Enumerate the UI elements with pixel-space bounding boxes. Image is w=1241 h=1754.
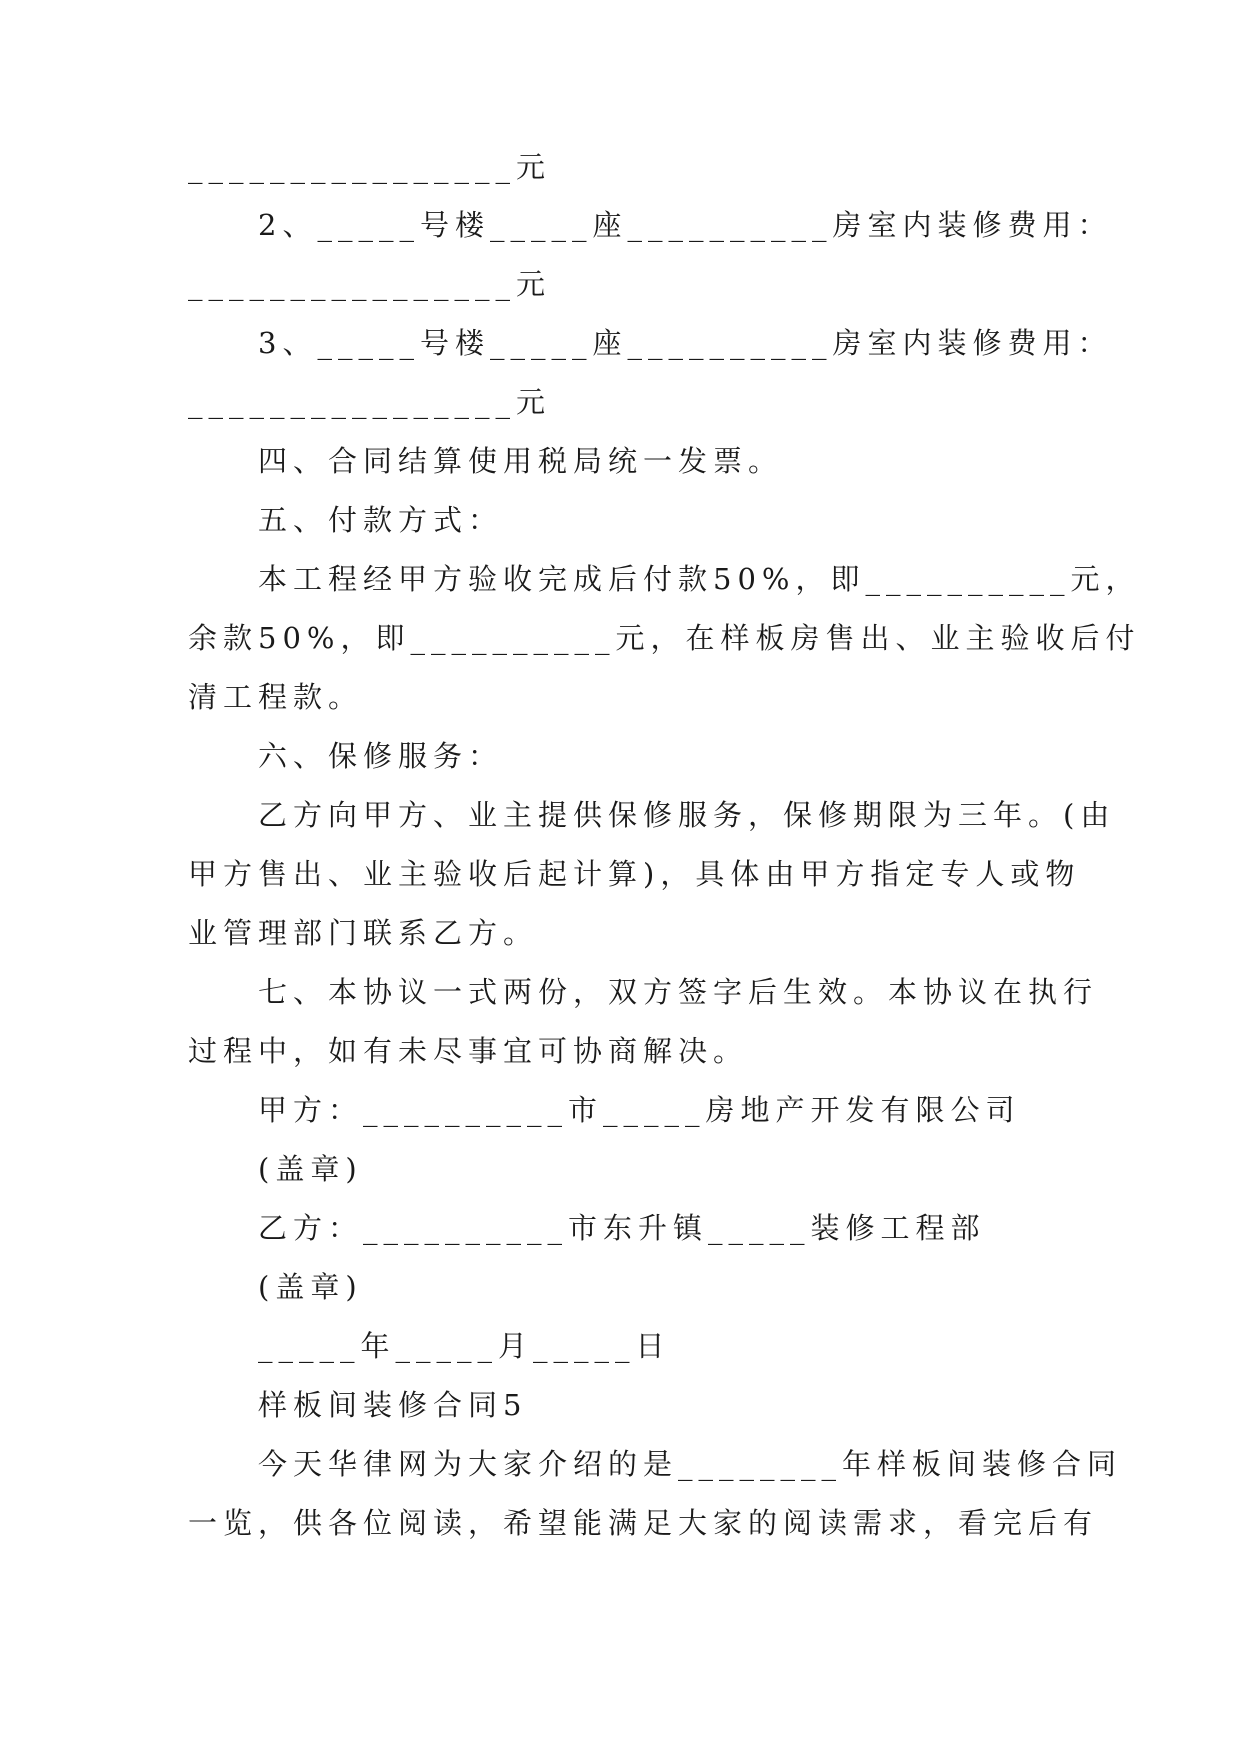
party-a-line: 甲方：__________市_____房地产开发有限公司: [258, 1093, 1021, 1127]
text-line: ________________元: [188, 385, 552, 419]
section-heading: 六、保修服务：: [258, 739, 504, 773]
text-line: ________________元: [188, 267, 552, 301]
text-line: 3、_____号楼_____座__________房室内装修费用：: [258, 326, 1113, 360]
section-heading: 四、合同结算使用税局统一发票。: [258, 444, 784, 478]
text-line: ________________元: [188, 150, 552, 184]
text-line: 甲方售出、业主验收后起计算)，具体由甲方指定专人或物: [188, 857, 1081, 891]
text-line: 过程中，如有未尽事宜可协商解决。: [188, 1034, 749, 1068]
text-line: 余款50%，即__________元，在样板房售出、业主验收后付: [188, 621, 1141, 655]
date-line: _____年_____月_____日: [258, 1329, 671, 1363]
seal-label: (盖章): [258, 1270, 363, 1304]
section-heading: 五、付款方式：: [258, 503, 504, 537]
party-b-line: 乙方：__________市东升镇_____装修工程部: [258, 1211, 986, 1245]
text-line: 本工程经甲方验收完成后付款50%，即__________元，: [258, 562, 1141, 596]
text-line: 乙方向甲方、业主提供保修服务，保修期限为三年。(由: [258, 798, 1116, 832]
text-line: 业管理部门联系乙方。: [188, 916, 539, 950]
text-line: 一览，供各位阅读，希望能满足大家的阅读需求，看完后有: [188, 1506, 1099, 1540]
section-heading: 七、本协议一式两份，双方签字后生效。本协议在执行: [258, 975, 1099, 1009]
document-title: 样板间装修合同5: [258, 1388, 528, 1422]
seal-label: (盖章): [258, 1152, 363, 1186]
text-line: 2、_____号楼_____座__________房室内装修费用：: [258, 208, 1113, 242]
text-line: 清工程款。: [188, 680, 364, 714]
text-line: 今天华律网为大家介绍的是________年样板间装修合同: [258, 1447, 1123, 1481]
